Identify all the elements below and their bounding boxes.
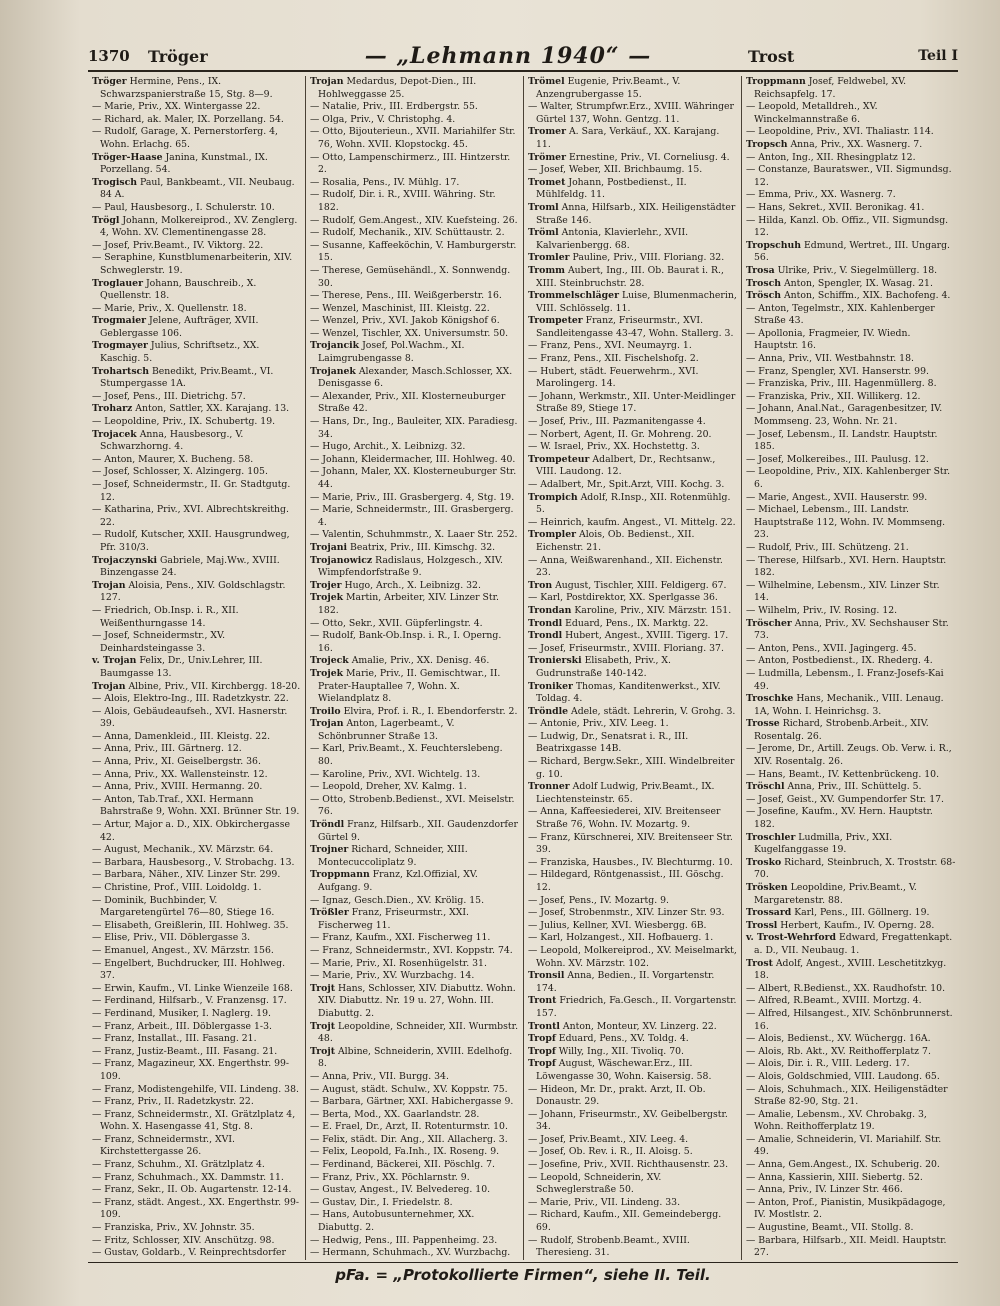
directory-entry: — Alois, Rb. Akt., XV. Reithofferplatz 7. (746, 1045, 931, 1057)
directory-entry: — Alois, Elektro-Ing., III. Radetzkystr. 22. (92, 693, 289, 705)
directory-entry: — Franz, Kaufm., XXI. Fischerweg 11. (310, 932, 491, 944)
directory-entry: Trondan Karoline, Priv., XIV. Märzstr. 151. (528, 604, 732, 616)
directory-entry: — Marie, Angest., XVII. Hauserstr. 99. (746, 491, 928, 503)
directory-entry: — Ferdinand, Hilfsarb., V. Franzensg. 17. (92, 995, 287, 1007)
directory-entry: Trojek Martin, Arbeiter, XIV. Linzer Str. 182. (310, 592, 499, 616)
directory-entry: Tromet Johann, Postbedienst., II. Mühlfeldg. 11. (528, 176, 687, 201)
directory-entry: — Franz, Justiz-Beamt., III. Fasang. 21. (92, 1045, 278, 1057)
directory-entry: Trösch Anton, Schiffm., XIX. Bachofeng. 4. (746, 290, 951, 302)
directory-entry: — Anton, Maurer, X. Bucheng. 58. (92, 453, 254, 465)
directory-entry: — Amalie, Lebensm., XV. Chrobakg. 3, Wohn. Reithofferplatz 19. (746, 1108, 927, 1133)
directory-entry: — Otto, Lampenschirmerz., III. Hintzerstr. 2. (310, 151, 511, 176)
directory-entry: — Alois, Schuhmach., XIX. Heiligenstädter Straße 82-90, Stg. 21. (746, 1083, 948, 1108)
directory-entry: Trompeter Franz, Friseurmstr., XVI. Sandleitengasse 43-47, Wohn. Stallerg. 3. (528, 315, 734, 339)
directory-entry: Trompeteur Adalbert, Dr., Rechtsanw., VIII. Laudong. 12. (528, 453, 716, 478)
directory-entry: — Alfred, Hilsangest., XIV. Schönbrunnerst. 16. (746, 1007, 953, 1032)
directory-entry: — Richard, Bergw.Sekr., XIII. Windelbreiter g. 10. (528, 756, 735, 780)
directory-entry: — Otto, Strobenb.Bedienst., XVI. Meiselstr. 76. (310, 793, 515, 818)
directory-entry: Troilo Elvira, Prof. i. R., I. Ebendorferstr. 2. (310, 705, 518, 717)
directory-entry: Tropschuh Edmund, Wertret., III. Ungarg. 56. (746, 239, 950, 264)
directory-entry: — Otto, Sekr., XVII. Güpferlingstr. 4. (310, 617, 483, 629)
directory-entry: — Anton, Postbedienst., IX. Rhederg. 4. (746, 655, 933, 667)
directory-entry: — Franz, Pens., XVI. Neumayrg. 1. (528, 340, 692, 352)
directory-entry: — Franz, Spengler, XVI. Hanserstr. 99. (746, 365, 929, 377)
directory-entry: — Dominik, Buchbinder, V. Margaretengürtel 76—80, Stiege 16. (92, 894, 275, 919)
directory-entry: Trojek Marie, Priv., II. Gemischtwar., II. Prater-Hauptallee 7, Wohn. X. Wielandplatz 8. (310, 667, 501, 705)
directory-entry: Trojaczynski Gabriele, Maj.Ww., XVIII. Binzengasse 24. (92, 554, 280, 579)
directory-entry: — Erwin, Kaufm., VI. Linke Wienzeile 168. (92, 982, 293, 994)
directory-entry: — Richard, Kaufm., XII. Gemeindebergg. 69. (528, 1209, 722, 1234)
directory-entry: — Josef, Priv.Beamt., IV. Viktorg. 22. (92, 239, 264, 251)
directory-entry: — Hedwig, Pens., III. Pappenheimg. 23. (310, 1234, 498, 1246)
directory-column-2 (306, 76, 524, 1260)
directory-entry: Troml Anna, Hilfsarb., XIX. Heiligenstädter Straße 146. (528, 201, 736, 226)
directory-entry: Trogmayer Julius, Schriftsetz., XX. Kaschig. 5. (92, 340, 260, 365)
directory-entry: — Hans, Beamt., IV. Kettenbrückeng. 10. (746, 768, 940, 780)
directory-entry: Tronierski Elisabeth, Priv., X. Gudrunstraße 140-142. (528, 655, 672, 679)
directory-entry: — Franziska, Priv., XV. Johnstr. 35. (92, 1222, 255, 1234)
directory-entry: Troschke Hans, Mechanik., VIII. Lenaug. 1A, Wohn. I. Heinrichsg. 3. (746, 693, 944, 717)
directory-entry: — Rudolf, Kutscher, XXII. Hausgrundweg, Pfr. 310/3. (92, 529, 290, 553)
directory-entry: Tröger Hermine, Pens., IX. Schwarzspanierstraße 15, Stg. 8—9. (92, 76, 273, 100)
directory-entry: — Franz, Schuhm., XI. Grätzlplatz 4. (92, 1159, 265, 1171)
directory-entry: — Hermann, Schuhmach., XV. Wurzbachg. (310, 1247, 511, 1259)
directory-entry: Trojan Anton, Lagerbeamt., V. Schönbrunner Straße 13. (310, 718, 455, 742)
directory-entry: — Franz, Kürschnerei, XIV. Breitenseer Str. 39. (528, 831, 733, 856)
directory-entry: — Emma, Priv., XX. Wasnerg. 7. (746, 189, 896, 201)
directory-entry: Trömer Ernestine, Priv., VI. Corneliusg. 4. (528, 151, 730, 163)
directory-entry: — Felix, städt. Dir. Ang., XII. Allacherg. 3. (310, 1133, 508, 1145)
directory-entry: Trompich Adolf, R.Insp., XII. Rotenmühlg. 5. (528, 491, 731, 516)
directory-entry: v. Trojan Felix, Dr., Univ.Lehrer, III. Baumgasse 13. (92, 655, 263, 679)
publication-title: — „Lehmann 1940“ — (364, 43, 652, 69)
directory-entry: Tronsil Anna, Bedien., II. Vorgartenstr. 174. (528, 970, 715, 994)
directory-entry: — Norbert, Agent, II. Gr. Mohreng. 20. (528, 428, 712, 440)
directory-entry: — Anton, Prof., Pianistin, Musikpädagoge, IV. Mostlstr. 2. (746, 1196, 946, 1221)
directory-column-3 (524, 76, 742, 1260)
directory-entry: — Josef, Pens., III. Dietrichg. 57. (92, 390, 246, 402)
directory-entry: — Richard, ak. Maler, IX. Porzellang. 54. (92, 113, 284, 125)
directory-entry: Trögl Johann, Molkereiprod., XV. Zenglerg. 4, Wohn. XV. Clementinengasse 28. (92, 214, 298, 239)
directory-entry: — Josef, Schneidermstr., XV. Deinhardsteingasse 3. (92, 630, 226, 654)
directory-entry: — Josef, Strobenmstr., XIV. Linzer Str. 93. (528, 907, 725, 919)
directory-entry: — Amalie, Schneiderin, VI. Mariahilf. Str. 49. (746, 1133, 942, 1158)
directory-entry: Trogisch Paul, Bankbeamt., VII. Neubaug. 84 A. (92, 176, 295, 201)
directory-entry: — Natalie, Priv., III. Erdbergstr. 55. (310, 101, 478, 113)
directory-entry: — Franz, Schuhmach., XX. Dammstr. 11. (92, 1171, 284, 1183)
footer-note: pFa. = „Protokollierte Firmen“, siehe II. Teil. (88, 1262, 958, 1287)
directory-entry: Trosse Richard, Strobenb.Arbeit., XIV. Rosentalg. 26. (746, 718, 929, 742)
directory-entry: — Elise, Priv., VII. Döblergasse 3. (92, 932, 251, 944)
directory-entry: — Ferdinand, Bäckerei, XII. Pöschlg. 7. (310, 1159, 496, 1171)
directory-entry: — Josef, Lebensm., II. Landstr. Hauptstr. 185. (746, 428, 938, 453)
directory-entry: — Anna, Kassierin, XIII. Siebertg. 52. (746, 1171, 923, 1183)
directory-entry: — Emanuel, Angest., XV. Märzstr. 156. (92, 944, 274, 956)
directory-entry: — Karoline, Priv., XVI. Wichtelg. 13. (310, 768, 481, 780)
directory-column-1 (88, 76, 306, 1260)
directory-entry: — Engelbert, Buchdrucker, III. Hohlweg. 37. (92, 957, 286, 982)
directory-entry: — Heinrich, kaufm. Angest., VI. Mittelg. 22. (528, 516, 736, 528)
directory-entry: — Rudolf, Dir. i. R., XVIII. Währing. Str. 182. (310, 189, 496, 213)
directory-entry: — Leopold, Metalldreh., XV. Winckelmannstraße 6. (746, 101, 878, 125)
directory-entry: — Johann, Kleidermacher, III. Hohlweg. 40. (310, 453, 516, 465)
directory-entry: — Anton, Ing., XII. Rhesingplatz 12. (746, 151, 916, 163)
directory-entry: — Franz, Modistengehilfe, VII. Lindeng. 38. (92, 1083, 299, 1095)
directory-entry: Tronner Adolf Ludwig, Priv.Beamt., IX. Liechtensteinstr. 65. (528, 781, 715, 805)
directory-entry: — Therese, Pens., III. Weißgerberstr. 16. (310, 290, 502, 302)
directory-entry: — Antonie, Priv., XIV. Leeg. 1. (528, 718, 669, 730)
directory-entry: — Anna, Priv., XI. Geiselbergstr. 36. (92, 756, 261, 768)
directory-entry: — Franz, Installat., III. Fasang. 21. (92, 1033, 257, 1045)
directory-entry: — Friedrich, Ob.Insp. i. R., XII. Weißenthurngasse 14. (92, 604, 239, 629)
directory-entry: Tröger-Haase Janina, Kunstmal., IX. Porzellang. 54. (92, 151, 268, 176)
directory-entry: — Alfred, R.Beamt., XVIII. Mortzg. 4. (746, 995, 922, 1007)
header-first-entry: Tröger (148, 46, 208, 66)
directory-entry: — Hideon, Mr. Dr., prakt. Arzt, II. Ob. Donaustr. 29. (528, 1083, 706, 1108)
directory-entry: Trömel Eugenie, Priv.Beamt., V. Anzengrubergasse 15. (528, 76, 681, 100)
directory-entry: — Anton, Pens., XVII. Jagingerg. 45. (746, 642, 917, 654)
directory-entry: — Ludmilla, Lebensm., I. Franz-Josefs-Kai 49. (746, 667, 944, 692)
directory-entry: Trojan Aloisia, Pens., XIV. Goldschlagstr. 127. (92, 579, 286, 604)
directory-entry: — Gustav, Angest., IV. Belvedereg. 10. (310, 1184, 491, 1196)
directory-entry: — Marie, Priv., X. Quellenstr. 18. (92, 302, 247, 314)
page-header (88, 42, 958, 72)
directory-entry: Trossl Herbert, Kaufm., IV. Operng. 28. (746, 919, 935, 931)
directory-entry: Trojacek Anna, Hausbesorg., V. Schwarzhorng. 4. (92, 428, 244, 453)
directory-entry: — Gustav, Dir., I. Friedelstr. 8. (310, 1196, 453, 1208)
directory-entry: — Anna, Priv., VII. Westbahnstr. 18. (746, 353, 914, 365)
directory-entry: Tromler Pauline, Priv., VIII. Floriang. 32. (528, 252, 725, 264)
directory-entry: — Franz, Schneidermstr., XVI. Kirchstettergasse 26. (92, 1133, 235, 1158)
directory-entry: — Rosalia, Pens., IV. Mühlg. 17. (310, 176, 460, 188)
directory-entry: Troschler Ludmilla, Priv., XXI. Kugelfanggasse 19. (746, 831, 893, 856)
directory-entry: — Johann, Werkmstr., XII. Unter-Meidlinger Straße 89, Stiege 17. (528, 390, 736, 415)
directory-entry: — Walter, Strumpfwr.Erz., XVIII. Währinger Gürtel 137, Wohn. Gentzg. 11. (528, 101, 735, 125)
directory-entry: v. Trost-Wehrford Edward, Fregattenkapt. a. D., VII. Neubaug. 1. (746, 932, 953, 956)
directory-entry: Troppmann Josef, Feldwebel, XV. Reichsapfelg. 17. (746, 76, 907, 100)
directory-entry: — Anna, Weißwarenhand., XII. Eichenstr. 23. (528, 554, 723, 579)
directory-entry: — Rudolf, Bank-Ob.Insp. i. R., I. Operng. 16. (310, 630, 502, 654)
directory-entry: — Otto, Bijouterieun., XVII. Mariahilfer Str. 76, Wohn. XVII. Klopstockg. 45. (310, 126, 516, 150)
directory-entry: — Johann, Friseurmstr., XV. Geibelbergstr. 34. (528, 1108, 728, 1133)
directory-entry: Trojer Hugo, Arch., X. Leibnizg. 32. (310, 579, 481, 591)
directory-entry: — Apollonia, Fragmeier, IV. Wiedn. Hauptstr. 16. (746, 327, 911, 352)
directory-entry: — Karl, Postdirektor, XX. Sperlgasse 36. (528, 592, 718, 604)
directory-entry: — Marie, Priv., III. Grasbergerg. 4, Stg. 19. (310, 491, 515, 503)
directory-entry: — Josef, Priv., III. Pazmanitengasse 4. (528, 416, 706, 428)
directory-entry: — Therese, Gemüsehändl., X. Sonnwendg. 30. (310, 264, 511, 289)
directory-entry: Trojancik Josef, Pol.Wachm., XI. Laimgrubengasse 8. (310, 340, 465, 365)
directory-entry: — Hugo, Archit., X. Leibnizg. 32. (310, 441, 466, 453)
directory-entry: — Josef, Schlosser, X. Alzingerg. 105. (92, 466, 268, 478)
directory-entry: — Josef, Schneidermstr., II. Gr. Stadtgutg. 12. (92, 479, 291, 503)
directory-entry: — Ferdinand, Musiker, I. Naglerg. 19. (92, 1007, 271, 1019)
directory-entry: — Olga, Priv., V. Christophg. 4. (310, 113, 456, 125)
directory-entry: — Anna, Priv., III. Gärtnerg. 12. (92, 743, 242, 755)
directory-entry: — Anton, Tegelmstr., XIX. Kahlenberger Straße 43. (746, 302, 935, 327)
directory-entry: Tron August, Tischler, XIII. Feldigerg. 67. (528, 579, 727, 591)
directory-entry: — W. Israel, Priv., XX. Hochstettg. 3. (528, 441, 700, 453)
directory-entry: — Marie, Priv., XX. Wintergasse 22. (92, 101, 261, 113)
directory-entry: — Michael, Lebensm., III. Landstr. Hauptstraße 112, Wohn. IV. Mommseng. 23. (746, 504, 946, 541)
directory-entry: — Hildegard, Röntgenassist., III. Göschg. 12. (528, 869, 724, 893)
part-label: Teil I (918, 48, 958, 64)
directory-entry: — Franz, Magazineur, XX. Engerthstr. 99-109. (92, 1058, 290, 1082)
directory-entry: Tröndle Adele, städt. Lehrerin, V. Grohg. 3. (528, 705, 736, 717)
directory-entry: — Katharina, Priv., XVI. Albrechtskreithg. 22. (92, 504, 289, 528)
directory-entry: Trossard Karl, Pens., III. Göllnerg. 19. (746, 907, 930, 919)
directory-entry: — Susanne, Kaffeeköchin, V. Hamburgerstr. 15. (310, 239, 517, 264)
directory-entry: — Johann, Anal.Nat., Garagenbesitzer, IV. Mommseng. 23, Wohn. Nr. 21. (746, 403, 943, 428)
directory-entry: Trojanek Alexander, Masch.Schlosser, XX. Denisgasse 6. (310, 365, 513, 390)
directory-entry: — Marie, Priv., XI. Rosenhügelstr. 31. (310, 957, 487, 969)
directory-entry: — Josef, Pens., IV. Mozartg. 9. (528, 894, 669, 906)
directory-entry: — Marie, Priv., VII. Lindeng. 33. (528, 1196, 681, 1208)
directory-entry: — Barbara, Hilfsarb., XII. Meidl. Hauptstr. 27. (746, 1234, 947, 1259)
directory-entry: — Anna, Priv., XVIII. Hermanng. 20. (92, 781, 263, 793)
directory-entry: — Hubert, städt. Feuerwehrm., XVI. Marolingerg. 14. (528, 365, 699, 390)
directory-entry: — Barbara, Hausbesorg., V. Strobachg. 13. (92, 856, 295, 868)
directory-entry: Trojeck Amalie, Priv., XX. Denisg. 46. (310, 655, 490, 667)
directory-entry: — Rudolf, Gem.Angest., XIV. Kuefsteing. 26. (310, 214, 518, 226)
directory-entry: — Josefine, Kaufm., XV. Hern. Hauptstr. 182. (746, 806, 933, 831)
directory-entry: Troppmann Franz, Kzl.Offizial, XV. Aufgang. 9. (310, 869, 478, 893)
directory-entry: Tropsch Anna, Priv., XX. Wasnerg. 7. (746, 138, 923, 150)
header-last-entry: Trost (748, 46, 795, 66)
directory-entry: Trondl Hubert, Angest., XVIII. Tigerg. 17. (528, 630, 729, 642)
directory-entry: Troharz Anton, Sattler, XX. Karajang. 13. (92, 403, 290, 415)
directory-entry: Tröndl Franz, Hilfsarb., XII. Gaudenzdorfer Gürtel 9. (310, 819, 518, 843)
directory-entry: — Anna, Kaffeesiederei, XIV. Breitenseer Straße 76, Wohn. IV. Mozartg. 9. (528, 806, 721, 831)
directory-entry: Tromer A. Sara, Verkäuf., XX. Karajang. 11. (528, 126, 720, 150)
directory-entry: — Rudolf, Mechanik., XIV. Schüttaustr. 2. (310, 227, 505, 239)
directory-entry: Trosch Anton, Spengler, IX. Wasag. 21. (746, 277, 933, 289)
directory-entry: Tromm Aubert, Ing., III. Ob. Baurat i. R., XIII. Steinbruchstr. 28. (528, 264, 724, 289)
directory-entry: — Franziska, Hausbes., IV. Blechturmg. 10. (528, 856, 733, 868)
directory-entry: — Rudolf, Garage, X. Pernerstorferg. 4, Wohn. Erlachg. 65. (92, 126, 279, 150)
directory-entry: Trojan Medardus, Depot-Dien., III. Hohlweggasse 25. (310, 76, 477, 100)
directory-entry: — Rudolf, Strobenb.Beamt., XVIII. Theresieng. 31. (528, 1234, 690, 1259)
directory-entry: — Hilda, Kanzl. Ob. Offiz., VII. Sigmundsg. 12. (746, 214, 949, 239)
directory-entry: Trojt Hans, Schlosser, XIV. Diabuttz. Wohn. XIV. Diabuttz. Nr. 19 u. 27, Wohn. III. Diabuttg. 2. (310, 982, 516, 1019)
directory-entry: — Berta, Mod., XX. Gaarlandstr. 28. (310, 1108, 480, 1120)
directory-entry: — Wilhelmine, Lebensm., XIV. Linzer Str. 14. (746, 579, 940, 604)
directory-entry: — Wenzel, Priv., XVI. Jakob Königshof 6. (310, 315, 500, 327)
directory-entry: Trojt Albine, Schneiderin, XVIII. Edelhofg. 8. (310, 1045, 513, 1070)
directory-entry: — Franz, Priv., II. Radetzkystr. 22. (92, 1096, 254, 1108)
directory-entry: — Hans, Dr., Ing., Bauleiter, XIX. Paradiesg. 34. (310, 416, 518, 440)
directory-entry: — August, städt. Schulw., XV. Koppstr. 75. (310, 1083, 508, 1095)
directory-entry: — Anna, Priv., IV. Linzer Str. 466. (746, 1184, 903, 1196)
directory-entry: — Paul, Hausbesorg., I. Schulerstr. 10. (92, 201, 275, 213)
directory-entry: — Leopoldine, Priv., XVI. Thaliastr. 114. (746, 126, 934, 138)
directory-entry: — August, Mechanik., XV. Märzstr. 64. (92, 844, 274, 856)
directory-entry: — Franziska, Priv., III. Hagenmüllerg. 8. (746, 378, 937, 390)
directory-entry: — Josef, Friseurmstr., XVIII. Floriang. 37. (528, 642, 724, 654)
directory-entry: Trojani Beatrix, Priv., III. Kimschg. 32. (310, 541, 496, 553)
directory-entry: — Alexander, Priv., XII. Klosterneuburger Straße 42. (310, 390, 506, 415)
directory-entry: Tropf Eduard, Pens., XV. Toldg. 4. (528, 1033, 689, 1045)
directory-entry: Trojan Albine, Priv., VII. Kirchbergg. 18-20. (92, 680, 301, 692)
directory-entry: Tröml Antonia, Klavierlehr., XVII. Kalvarienbergg. 68. (528, 227, 689, 251)
directory-entry: — Christine, Prof., VIII. Loidoldg. 1. (92, 882, 262, 893)
directory-entry: — Franz, Schneidermstr., XVI. Koppstr. 74. (310, 944, 513, 956)
directory-entry: — Wenzel, Tischler, XX. Universumstr. 50. (310, 327, 509, 339)
directory-entry: Tropf Willy, Ing., XII. Tivoliq. 70. (528, 1045, 685, 1057)
directory-entry: — Albert, R.Bedienst., XX. Raudhofstr. 10. (746, 982, 946, 994)
directory-entry: Troglauer Johann, Bauschreib., X. Quellenstr. 18. (92, 277, 257, 302)
directory-entry: — Hans, Sekret., XVII. Beronikag. 41. (746, 201, 925, 213)
directory-entry: Trondl Eduard, Pens., IX. Marktg. 22. (528, 617, 709, 629)
directory-entry: Trojanowicz Radislaus, Holzgesch., XIV. Wimpfendorfstraße 9. (310, 554, 503, 579)
directory-entry: Tront Friedrich, Fa.Gesch., II. Vorgartenstr. 157. (528, 995, 737, 1019)
directory-entry: — Anna, Priv., VII. Burgg. 34. (310, 1070, 449, 1082)
directory-entry: — Josef, Molkereibes., III. Paulusg. 12. (746, 453, 929, 465)
directory-entry: — Ludwig, Dr., Senatsrat i. R., III. Beatrixgasse 14B. (528, 730, 689, 755)
directory-entry: Trojner Richard, Schneider, XIII. Montecuccoliplatz 9. (310, 844, 468, 868)
directory-entry: — Josef, Priv.Beamt., XIV. Leeg. 4. (528, 1133, 689, 1145)
directory-entry: — Fritz, Schlosser, XIV. Anschützg. 98. (92, 1234, 275, 1246)
directory-entry: — Leopoldine, Priv., XIX. Kahlenberger Str. 6. (746, 466, 951, 490)
directory-entry: Trontl Anton, Monteur, XV. Linzerg. 22. (528, 1020, 717, 1032)
directory-entry: Trößler Franz, Friseurmstr., XXI. Fischerweg 11. (310, 907, 469, 931)
directory-entry: Tröscher Anna, Priv., XV. Sechshauser Str. 73. (746, 617, 949, 642)
directory-entry: — Constanze, Bauratswer., VII. Sigmundsg. 12. (746, 164, 952, 188)
directory-entry: Trohartsch Benedikt, Priv.Beamt., VI. Stumpergasse 1A. (92, 365, 274, 390)
directory-entry: — Marie, Priv., XV. Wurzbachg. 14. (310, 970, 475, 982)
directory-entry: — Leopold, Schneiderin, XV. Schweglerstraße 50. (528, 1171, 662, 1196)
directory-entry: — Jerome, Dr., Artill. Zeugs. Ob. Verw. i. R., XIV. Rosentalg. 26. (746, 743, 952, 768)
directory-entry: — Franz, Pens., XII. Fischelshofg. 2. (528, 353, 699, 365)
directory-column-4 (742, 76, 960, 1260)
directory-entry: — Marie, Schneidermstr., III. Grasbergerg. 4. (310, 504, 514, 528)
directory-entry: — Adalbert, Mr., Spit.Arzt, VIII. Kochg. 3. (528, 479, 725, 490)
directory-entry: — Anna, Gem.Angest., IX. Schuberig. 20. (746, 1159, 940, 1171)
directory-entry: — Anna, Priv., XX. Wallensteinstr. 12. (92, 768, 268, 780)
directory-entry: — Felix, Leopold, Fa.Inh., IX. Roseng. 9. (310, 1146, 500, 1158)
directory-columns (88, 76, 960, 1260)
page-number: 1370 (88, 47, 130, 65)
directory-entry: — Anton, Tab.Traf., XXI. Hermann Bahrstraße 9, Wohn. XXI. Brünner Str. 19. (92, 793, 300, 818)
directory-entry: Trogmaier Jelene, Aufträger, XVII. Geblergasse 106. (92, 315, 259, 339)
directory-entry: — Wenzel, Maschinist, III. Kleistg. 22. (310, 302, 490, 314)
directory-entry: Trösken Leopoldine, Priv.Beamt., V. Margaretenstr. 88. (746, 882, 917, 906)
directory-entry: — Leopold, Molkereiprod., XV. Meiselmarkt, Wohn. XV. Märzstr. 102. (528, 944, 737, 969)
directory-entry: — Karl, Priv.Beamt., X. Feuchterslebeng. 80. (310, 743, 503, 768)
directory-entry: — Seraphine, Kunstblumenarbeiterin, XIV. Schweglerstr. 19. (92, 252, 293, 276)
directory-entry: — Alois, Goldschmied, VIII. Laudong. 65. (746, 1070, 940, 1082)
directory-entry: Trojt Leopoldine, Schneider, XII. Wurmbstr. 48. (310, 1020, 519, 1045)
directory-entry: — Ignaz, Gesch.Dien., XV. Krölig. 15. (310, 894, 485, 906)
directory-entry: — Josef, Weber, XII. Brichbaumg. 15. (528, 164, 703, 176)
directory-entry: — Karl, Holzangest., XII. Hofbauerg. 1. (528, 932, 714, 944)
directory-entry: — Barbara, Näher., XIV. Linzer Str. 299. (92, 869, 281, 881)
directory-entry: — Leopold, Dreher, XV. Kalmg. 1. (310, 781, 467, 793)
directory-entry: — Augustine, Beamt., VII. Stollg. 8. (746, 1222, 914, 1234)
directory-entry: Tröschl Anna, Priv., III. Schüttelg. 5. (746, 781, 922, 793)
directory-entry: — Franz, Arbeit., III. Döblergasse 1-3. (92, 1020, 272, 1032)
directory-entry: Trosko Richard, Steinbruch, X. Troststr. 68-70. (746, 856, 956, 881)
directory-entry: — Alois, Dir. i. R., VIII. Lederg. 17. (746, 1058, 910, 1070)
directory-entry: Trompler Alois, Ob. Bedienst., XII. Eichenstr. 21. (528, 529, 695, 553)
directory-entry: — Valentin, Schuhmmstr., X. Laaer Str. 252. (310, 529, 518, 541)
directory-entry: — Franz, Schneidermstr., XI. Grätzlplatz 4, Wohn. X. Hasengasse 41, Stg. 8. (92, 1108, 296, 1133)
directory-entry: Troniker Thomas, Kanditenwerkst., XIV. Toldag. 4. (528, 680, 721, 705)
directory-entry: — Josef, Ob. Rev. i. R., II. Aloisg. 5. (528, 1146, 693, 1158)
directory-entry: — Gustav, Goldarb., V. Reinprechtsdorfer (92, 1247, 286, 1259)
directory-entry: — Therese, Hilfsarb., XVI. Hern. Hauptstr. 182. (746, 554, 947, 579)
directory-entry: — Johann, Maler, XX. Klosterneuburger Str. 44. (310, 466, 517, 490)
directory-entry: — Elisabeth, Greißlerin, III. Hohlweg. 35. (92, 919, 289, 931)
directory-entry: — Anna, Damenkleid., III. Kleistg. 22. (92, 730, 271, 742)
directory-entry: — Wilhelm, Priv., IV. Rosing. 12. (746, 604, 898, 616)
directory-entry: — Hans, Autobusunternehmer, XX. Diabuttg. 2. (310, 1209, 475, 1234)
directory-entry: — Alois, Bedienst., XV. Wüchergg. 16A. (746, 1033, 931, 1045)
directory-entry: — Alois, Gebäudeaufseh., XVI. Hasnerstr. 39. (92, 705, 288, 730)
directory-entry: Trost Adolf, Angest., XVIII. Leschetitzkyg. 18. (746, 957, 947, 982)
directory-entry: — Josefine, Priv., XVII. Richthausenstr. 23. (528, 1159, 729, 1171)
directory-entry: — Artur, Major a. D., XIX. Obkirchergasse 42. (92, 819, 290, 843)
directory-entry: — Franz, Sekr., II. Ob. Augartenstr. 12-14. (92, 1184, 292, 1196)
directory-entry: — Josef, Geist., XV. Gumpendorfer Str. 17. (746, 793, 944, 805)
directory-entry: Trosa Ulrike, Priv., V. Siegelmüllerg. 18. (746, 264, 938, 276)
directory-entry: — Franziska, Priv., XII. Willikerg. 12. (746, 390, 921, 402)
directory-entry: — Julius, Kellner, XVI. Wiesbergg. 6B. (528, 919, 707, 931)
directory-entry: — Franz, städt. Angest., XX. Engerthstr. 99-109. (92, 1196, 300, 1221)
directory-entry: — Leopoldine, Priv., IX. Schubertg. 19. (92, 416, 276, 428)
directory-entry: Trommelschläger Luise, Blumenmacherin, VIII. Schlösselg. 11. (528, 290, 737, 314)
directory-entry: — Barbara, Gärtner, XXI. Habichergasse 9. (310, 1096, 514, 1108)
directory-entry: — Rudolf, Priv., III. Schützeng. 21. (746, 541, 909, 553)
directory-entry: Tropf August, Wäschewar.Erz., III. Löwengasse 30, Wohn. Kaisersig. 58. (528, 1058, 712, 1082)
directory-entry: — E. Frael, Dr., Arzt, II. Rotenturmstr. 10. (310, 1121, 508, 1133)
directory-entry: — Franz, Priv., XX. Pöchlarnstr. 9. (310, 1171, 470, 1183)
